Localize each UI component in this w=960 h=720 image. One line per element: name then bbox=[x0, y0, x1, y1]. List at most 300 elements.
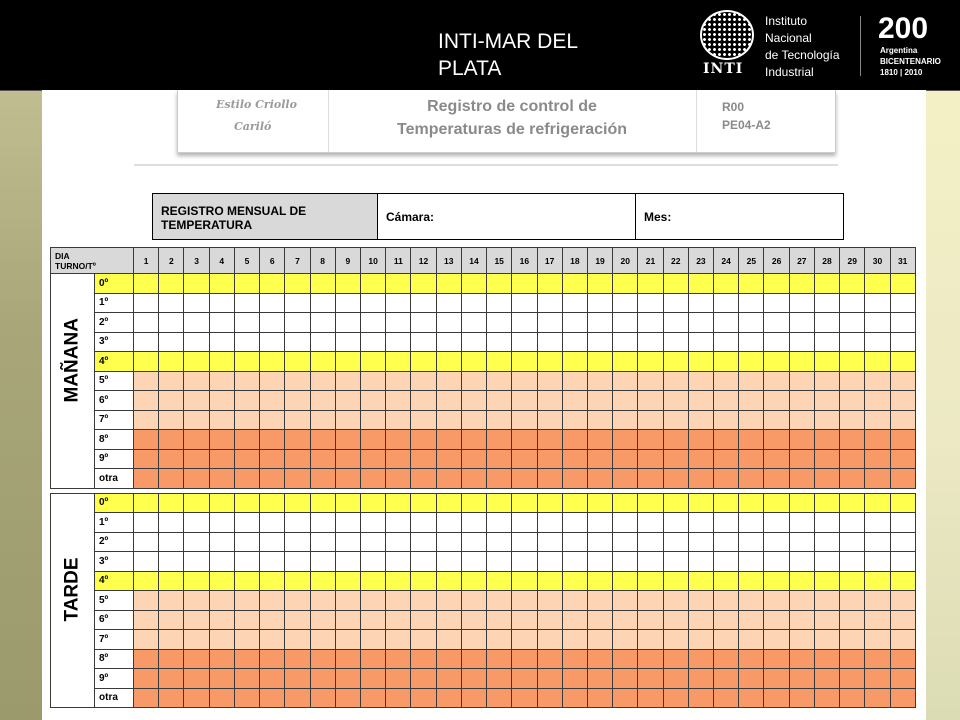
temperature-cell[interactable] bbox=[310, 610, 335, 630]
temperature-cell[interactable] bbox=[436, 391, 461, 411]
temperature-cell[interactable] bbox=[890, 332, 915, 352]
temperature-cell[interactable] bbox=[714, 571, 739, 591]
temperature-cell[interactable] bbox=[386, 552, 411, 572]
temperature-cell[interactable] bbox=[840, 313, 865, 333]
temperature-cell[interactable] bbox=[587, 274, 612, 294]
temperature-cell[interactable] bbox=[562, 669, 587, 689]
temperature-cell[interactable] bbox=[739, 552, 764, 572]
temperature-cell[interactable] bbox=[487, 591, 512, 611]
temperature-cell[interactable] bbox=[360, 649, 385, 669]
temperature-cell[interactable] bbox=[638, 410, 663, 430]
temperature-cell[interactable] bbox=[688, 391, 713, 411]
temperature-cell[interactable] bbox=[310, 313, 335, 333]
temperature-cell[interactable] bbox=[739, 532, 764, 552]
temperature-cell[interactable] bbox=[688, 274, 713, 294]
temperature-cell[interactable] bbox=[209, 669, 234, 689]
temperature-cell[interactable] bbox=[739, 274, 764, 294]
temperature-cell[interactable] bbox=[209, 410, 234, 430]
temperature-cell[interactable] bbox=[487, 649, 512, 669]
temperature-cell[interactable] bbox=[386, 313, 411, 333]
temperature-cell[interactable] bbox=[890, 630, 915, 650]
temperature-cell[interactable] bbox=[613, 688, 638, 708]
temperature-cell[interactable] bbox=[512, 332, 537, 352]
temperature-cell[interactable] bbox=[587, 630, 612, 650]
temperature-cell[interactable] bbox=[512, 313, 537, 333]
temperature-cell[interactable] bbox=[234, 532, 259, 552]
temperature-cell[interactable] bbox=[411, 274, 436, 294]
temperature-cell[interactable] bbox=[234, 669, 259, 689]
temperature-cell[interactable] bbox=[890, 532, 915, 552]
temperature-cell[interactable] bbox=[209, 688, 234, 708]
temperature-cell[interactable] bbox=[461, 313, 486, 333]
temperature-cell[interactable] bbox=[310, 493, 335, 513]
temperature-cell[interactable] bbox=[209, 513, 234, 533]
temperature-cell[interactable] bbox=[638, 313, 663, 333]
temperature-cell[interactable] bbox=[360, 274, 385, 294]
temperature-cell[interactable] bbox=[789, 630, 814, 650]
temperature-cell[interactable] bbox=[512, 493, 537, 513]
temperature-cell[interactable] bbox=[537, 332, 562, 352]
temperature-cell[interactable] bbox=[562, 332, 587, 352]
temperature-cell[interactable] bbox=[764, 610, 789, 630]
temperature-cell[interactable] bbox=[285, 532, 310, 552]
temperature-cell[interactable] bbox=[638, 532, 663, 552]
temperature-cell[interactable] bbox=[386, 630, 411, 650]
temperature-cell[interactable] bbox=[865, 449, 890, 469]
temperature-cell[interactable] bbox=[789, 649, 814, 669]
temperature-cell[interactable] bbox=[840, 391, 865, 411]
temperature-cell[interactable] bbox=[814, 532, 839, 552]
temperature-cell[interactable] bbox=[587, 410, 612, 430]
temperature-cell[interactable] bbox=[461, 371, 486, 391]
temperature-cell[interactable] bbox=[310, 591, 335, 611]
temperature-cell[interactable] bbox=[537, 293, 562, 313]
temperature-cell[interactable] bbox=[739, 332, 764, 352]
temperature-cell[interactable] bbox=[663, 449, 688, 469]
temperature-cell[interactable] bbox=[487, 274, 512, 294]
temperature-cell[interactable] bbox=[688, 469, 713, 489]
temperature-cell[interactable] bbox=[587, 649, 612, 669]
temperature-cell[interactable] bbox=[789, 513, 814, 533]
temperature-cell[interactable] bbox=[134, 669, 159, 689]
temperature-cell[interactable] bbox=[285, 469, 310, 489]
temperature-cell[interactable] bbox=[613, 493, 638, 513]
temperature-cell[interactable] bbox=[739, 391, 764, 411]
temperature-cell[interactable] bbox=[890, 391, 915, 411]
temperature-cell[interactable] bbox=[436, 449, 461, 469]
temperature-cell[interactable] bbox=[184, 688, 209, 708]
temperature-cell[interactable] bbox=[512, 371, 537, 391]
temperature-cell[interactable] bbox=[890, 513, 915, 533]
temperature-cell[interactable] bbox=[638, 391, 663, 411]
temperature-cell[interactable] bbox=[688, 610, 713, 630]
temperature-cell[interactable] bbox=[613, 630, 638, 650]
temperature-cell[interactable] bbox=[840, 410, 865, 430]
temperature-cell[interactable] bbox=[739, 449, 764, 469]
temperature-cell[interactable] bbox=[663, 591, 688, 611]
temperature-cell[interactable] bbox=[310, 649, 335, 669]
temperature-cell[interactable] bbox=[714, 469, 739, 489]
temperature-cell[interactable] bbox=[411, 630, 436, 650]
temperature-cell[interactable] bbox=[436, 293, 461, 313]
temperature-cell[interactable] bbox=[386, 371, 411, 391]
temperature-cell[interactable] bbox=[739, 313, 764, 333]
temperature-cell[interactable] bbox=[613, 410, 638, 430]
temperature-cell[interactable] bbox=[335, 352, 360, 372]
temperature-cell[interactable] bbox=[285, 449, 310, 469]
temperature-cell[interactable] bbox=[360, 430, 385, 450]
temperature-cell[interactable] bbox=[386, 688, 411, 708]
temperature-cell[interactable] bbox=[663, 469, 688, 489]
temperature-cell[interactable] bbox=[840, 274, 865, 294]
temperature-cell[interactable] bbox=[260, 552, 285, 572]
temperature-cell[interactable] bbox=[512, 571, 537, 591]
temperature-cell[interactable] bbox=[461, 469, 486, 489]
temperature-cell[interactable] bbox=[184, 391, 209, 411]
temperature-cell[interactable] bbox=[436, 630, 461, 650]
temperature-cell[interactable] bbox=[134, 313, 159, 333]
temperature-cell[interactable] bbox=[789, 430, 814, 450]
temperature-cell[interactable] bbox=[512, 430, 537, 450]
temperature-cell[interactable] bbox=[159, 469, 184, 489]
temperature-cell[interactable] bbox=[184, 610, 209, 630]
temperature-cell[interactable] bbox=[764, 313, 789, 333]
temperature-cell[interactable] bbox=[487, 552, 512, 572]
temperature-cell[interactable] bbox=[764, 293, 789, 313]
temperature-cell[interactable] bbox=[285, 513, 310, 533]
temperature-cell[interactable] bbox=[159, 371, 184, 391]
temperature-cell[interactable] bbox=[184, 469, 209, 489]
temperature-cell[interactable] bbox=[461, 591, 486, 611]
temperature-cell[interactable] bbox=[562, 391, 587, 411]
temperature-cell[interactable] bbox=[360, 513, 385, 533]
temperature-cell[interactable] bbox=[537, 410, 562, 430]
temperature-cell[interactable] bbox=[865, 688, 890, 708]
temperature-cell[interactable] bbox=[461, 493, 486, 513]
temperature-cell[interactable] bbox=[663, 649, 688, 669]
temperature-cell[interactable] bbox=[436, 274, 461, 294]
temperature-cell[interactable] bbox=[663, 532, 688, 552]
temperature-cell[interactable] bbox=[840, 649, 865, 669]
temperature-cell[interactable] bbox=[436, 493, 461, 513]
temperature-cell[interactable] bbox=[663, 332, 688, 352]
temperature-cell[interactable] bbox=[587, 571, 612, 591]
temperature-cell[interactable] bbox=[613, 610, 638, 630]
temperature-cell[interactable] bbox=[209, 649, 234, 669]
temperature-cell[interactable] bbox=[335, 449, 360, 469]
temperature-cell[interactable] bbox=[587, 352, 612, 372]
temperature-cell[interactable] bbox=[663, 430, 688, 450]
temperature-cell[interactable] bbox=[814, 469, 839, 489]
temperature-cell[interactable] bbox=[134, 493, 159, 513]
temperature-cell[interactable] bbox=[739, 469, 764, 489]
temperature-cell[interactable] bbox=[865, 513, 890, 533]
temperature-cell[interactable] bbox=[613, 274, 638, 294]
temperature-cell[interactable] bbox=[512, 391, 537, 411]
temperature-cell[interactable] bbox=[562, 532, 587, 552]
temperature-cell[interactable] bbox=[487, 513, 512, 533]
temperature-cell[interactable] bbox=[386, 649, 411, 669]
temperature-cell[interactable] bbox=[739, 293, 764, 313]
temperature-cell[interactable] bbox=[411, 449, 436, 469]
temperature-cell[interactable] bbox=[890, 552, 915, 572]
temperature-cell[interactable] bbox=[890, 493, 915, 513]
temperature-cell[interactable] bbox=[789, 352, 814, 372]
temperature-cell[interactable] bbox=[789, 552, 814, 572]
temperature-cell[interactable] bbox=[411, 493, 436, 513]
temperature-cell[interactable] bbox=[209, 430, 234, 450]
temperature-cell[interactable] bbox=[663, 669, 688, 689]
temperature-cell[interactable] bbox=[764, 352, 789, 372]
temperature-cell[interactable] bbox=[764, 513, 789, 533]
temperature-cell[interactable] bbox=[890, 352, 915, 372]
temperature-cell[interactable] bbox=[840, 493, 865, 513]
temperature-cell[interactable] bbox=[663, 513, 688, 533]
temperature-cell[interactable] bbox=[209, 391, 234, 411]
temperature-cell[interactable] bbox=[562, 649, 587, 669]
temperature-cell[interactable] bbox=[512, 688, 537, 708]
temperature-cell[interactable] bbox=[739, 688, 764, 708]
temperature-cell[interactable] bbox=[360, 493, 385, 513]
temperature-cell[interactable] bbox=[789, 293, 814, 313]
temperature-cell[interactable] bbox=[360, 352, 385, 372]
temperature-cell[interactable] bbox=[411, 610, 436, 630]
temperature-cell[interactable] bbox=[386, 293, 411, 313]
temperature-cell[interactable] bbox=[461, 293, 486, 313]
temperature-cell[interactable] bbox=[512, 591, 537, 611]
temperature-cell[interactable] bbox=[260, 649, 285, 669]
temperature-cell[interactable] bbox=[512, 513, 537, 533]
temperature-cell[interactable] bbox=[688, 449, 713, 469]
temperature-cell[interactable] bbox=[714, 591, 739, 611]
temperature-cell[interactable] bbox=[260, 571, 285, 591]
temperature-cell[interactable] bbox=[714, 313, 739, 333]
temperature-cell[interactable] bbox=[209, 449, 234, 469]
temperature-cell[interactable] bbox=[159, 688, 184, 708]
temperature-cell[interactable] bbox=[134, 449, 159, 469]
temperature-cell[interactable] bbox=[335, 669, 360, 689]
temperature-cell[interactable] bbox=[360, 532, 385, 552]
temperature-cell[interactable] bbox=[159, 352, 184, 372]
temperature-cell[interactable] bbox=[436, 513, 461, 533]
temperature-cell[interactable] bbox=[537, 352, 562, 372]
temperature-cell[interactable] bbox=[285, 591, 310, 611]
temperature-cell[interactable] bbox=[209, 610, 234, 630]
temperature-cell[interactable] bbox=[789, 591, 814, 611]
temperature-cell[interactable] bbox=[487, 352, 512, 372]
temperature-cell[interactable] bbox=[411, 513, 436, 533]
temperature-cell[interactable] bbox=[537, 449, 562, 469]
temperature-cell[interactable] bbox=[587, 449, 612, 469]
temperature-cell[interactable] bbox=[512, 532, 537, 552]
temperature-cell[interactable] bbox=[310, 371, 335, 391]
temperature-cell[interactable] bbox=[436, 532, 461, 552]
temperature-cell[interactable] bbox=[386, 469, 411, 489]
temperature-cell[interactable] bbox=[638, 610, 663, 630]
temperature-cell[interactable] bbox=[613, 430, 638, 450]
temperature-cell[interactable] bbox=[613, 449, 638, 469]
temperature-cell[interactable] bbox=[285, 430, 310, 450]
temperature-cell[interactable] bbox=[159, 449, 184, 469]
temperature-cell[interactable] bbox=[890, 410, 915, 430]
temperature-cell[interactable] bbox=[587, 669, 612, 689]
temperature-cell[interactable] bbox=[285, 649, 310, 669]
temperature-cell[interactable] bbox=[487, 449, 512, 469]
temperature-cell[interactable] bbox=[184, 513, 209, 533]
temperature-cell[interactable] bbox=[360, 313, 385, 333]
temperature-cell[interactable] bbox=[512, 469, 537, 489]
temperature-cell[interactable] bbox=[335, 430, 360, 450]
temperature-cell[interactable] bbox=[234, 513, 259, 533]
temperature-cell[interactable] bbox=[335, 532, 360, 552]
temperature-cell[interactable] bbox=[159, 571, 184, 591]
temperature-cell[interactable] bbox=[209, 591, 234, 611]
temperature-cell[interactable] bbox=[461, 649, 486, 669]
temperature-cell[interactable] bbox=[159, 410, 184, 430]
temperature-cell[interactable] bbox=[134, 571, 159, 591]
temperature-cell[interactable] bbox=[260, 293, 285, 313]
temperature-cell[interactable] bbox=[638, 630, 663, 650]
temperature-cell[interactable] bbox=[789, 669, 814, 689]
temperature-cell[interactable] bbox=[487, 571, 512, 591]
temperature-cell[interactable] bbox=[234, 391, 259, 411]
temperature-cell[interactable] bbox=[688, 532, 713, 552]
temperature-cell[interactable] bbox=[512, 630, 537, 650]
temperature-cell[interactable] bbox=[386, 274, 411, 294]
temperature-cell[interactable] bbox=[134, 371, 159, 391]
temperature-cell[interactable] bbox=[814, 391, 839, 411]
temperature-cell[interactable] bbox=[134, 274, 159, 294]
temperature-cell[interactable] bbox=[562, 293, 587, 313]
temperature-cell[interactable] bbox=[562, 630, 587, 650]
temperature-cell[interactable] bbox=[537, 630, 562, 650]
temperature-cell[interactable] bbox=[688, 430, 713, 450]
temperature-cell[interactable] bbox=[587, 513, 612, 533]
temperature-cell[interactable] bbox=[159, 274, 184, 294]
temperature-cell[interactable] bbox=[688, 493, 713, 513]
temperature-cell[interactable] bbox=[184, 532, 209, 552]
temperature-cell[interactable] bbox=[587, 391, 612, 411]
temperature-cell[interactable] bbox=[840, 688, 865, 708]
temperature-cell[interactable] bbox=[562, 410, 587, 430]
temperature-cell[interactable] bbox=[260, 332, 285, 352]
temperature-cell[interactable] bbox=[386, 410, 411, 430]
temperature-cell[interactable] bbox=[360, 410, 385, 430]
temperature-cell[interactable] bbox=[739, 430, 764, 450]
temperature-cell[interactable] bbox=[184, 332, 209, 352]
temperature-cell[interactable] bbox=[638, 513, 663, 533]
temperature-cell[interactable] bbox=[159, 591, 184, 611]
temperature-cell[interactable] bbox=[814, 493, 839, 513]
temperature-cell[interactable] bbox=[285, 313, 310, 333]
temperature-cell[interactable] bbox=[663, 371, 688, 391]
temperature-cell[interactable] bbox=[688, 591, 713, 611]
temperature-cell[interactable] bbox=[714, 552, 739, 572]
temperature-cell[interactable] bbox=[209, 552, 234, 572]
temperature-cell[interactable] bbox=[739, 352, 764, 372]
temperature-cell[interactable] bbox=[714, 688, 739, 708]
temperature-cell[interactable] bbox=[260, 610, 285, 630]
temperature-cell[interactable] bbox=[537, 669, 562, 689]
temperature-cell[interactable] bbox=[865, 332, 890, 352]
temperature-cell[interactable] bbox=[310, 469, 335, 489]
temperature-cell[interactable] bbox=[310, 293, 335, 313]
temperature-cell[interactable] bbox=[739, 591, 764, 611]
temperature-cell[interactable] bbox=[840, 610, 865, 630]
temperature-cell[interactable] bbox=[764, 532, 789, 552]
temperature-cell[interactable] bbox=[714, 649, 739, 669]
temperature-cell[interactable] bbox=[764, 469, 789, 489]
temperature-cell[interactable] bbox=[159, 630, 184, 650]
temperature-cell[interactable] bbox=[386, 430, 411, 450]
temperature-cell[interactable] bbox=[461, 571, 486, 591]
temperature-cell[interactable] bbox=[688, 688, 713, 708]
temperature-cell[interactable] bbox=[360, 688, 385, 708]
temperature-cell[interactable] bbox=[386, 610, 411, 630]
temperature-cell[interactable] bbox=[234, 410, 259, 430]
temperature-cell[interactable] bbox=[537, 274, 562, 294]
temperature-cell[interactable] bbox=[714, 332, 739, 352]
temperature-cell[interactable] bbox=[638, 371, 663, 391]
temperature-cell[interactable] bbox=[764, 430, 789, 450]
temperature-cell[interactable] bbox=[335, 410, 360, 430]
temperature-cell[interactable] bbox=[134, 469, 159, 489]
temperature-cell[interactable] bbox=[613, 352, 638, 372]
temperature-cell[interactable] bbox=[613, 391, 638, 411]
temperature-cell[interactable] bbox=[764, 591, 789, 611]
temperature-cell[interactable] bbox=[840, 513, 865, 533]
temperature-cell[interactable] bbox=[638, 274, 663, 294]
temperature-cell[interactable] bbox=[814, 410, 839, 430]
temperature-cell[interactable] bbox=[436, 469, 461, 489]
temperature-cell[interactable] bbox=[234, 293, 259, 313]
temperature-cell[interactable] bbox=[890, 293, 915, 313]
temperature-cell[interactable] bbox=[537, 313, 562, 333]
temperature-cell[interactable] bbox=[461, 610, 486, 630]
temperature-cell[interactable] bbox=[688, 313, 713, 333]
temperature-cell[interactable] bbox=[159, 552, 184, 572]
temperature-cell[interactable] bbox=[840, 552, 865, 572]
temperature-cell[interactable] bbox=[814, 513, 839, 533]
temperature-cell[interactable] bbox=[461, 274, 486, 294]
temperature-cell[interactable] bbox=[234, 430, 259, 450]
temperature-cell[interactable] bbox=[335, 591, 360, 611]
temperature-cell[interactable] bbox=[234, 371, 259, 391]
temperature-cell[interactable] bbox=[184, 430, 209, 450]
temperature-cell[interactable] bbox=[411, 571, 436, 591]
temperature-cell[interactable] bbox=[184, 571, 209, 591]
temperature-cell[interactable] bbox=[360, 591, 385, 611]
temperature-cell[interactable] bbox=[587, 532, 612, 552]
temperature-cell[interactable] bbox=[840, 449, 865, 469]
temperature-cell[interactable] bbox=[890, 274, 915, 294]
temperature-cell[interactable] bbox=[562, 552, 587, 572]
temperature-cell[interactable] bbox=[865, 430, 890, 450]
temperature-cell[interactable] bbox=[865, 371, 890, 391]
temperature-cell[interactable] bbox=[310, 352, 335, 372]
temperature-cell[interactable] bbox=[865, 610, 890, 630]
temperature-cell[interactable] bbox=[865, 469, 890, 489]
temperature-cell[interactable] bbox=[764, 371, 789, 391]
temperature-cell[interactable] bbox=[562, 513, 587, 533]
temperature-cell[interactable] bbox=[310, 430, 335, 450]
temperature-cell[interactable] bbox=[739, 513, 764, 533]
temperature-cell[interactable] bbox=[487, 410, 512, 430]
temperature-cell[interactable] bbox=[386, 352, 411, 372]
temperature-cell[interactable] bbox=[411, 391, 436, 411]
temperature-cell[interactable] bbox=[335, 552, 360, 572]
temperature-cell[interactable] bbox=[234, 469, 259, 489]
